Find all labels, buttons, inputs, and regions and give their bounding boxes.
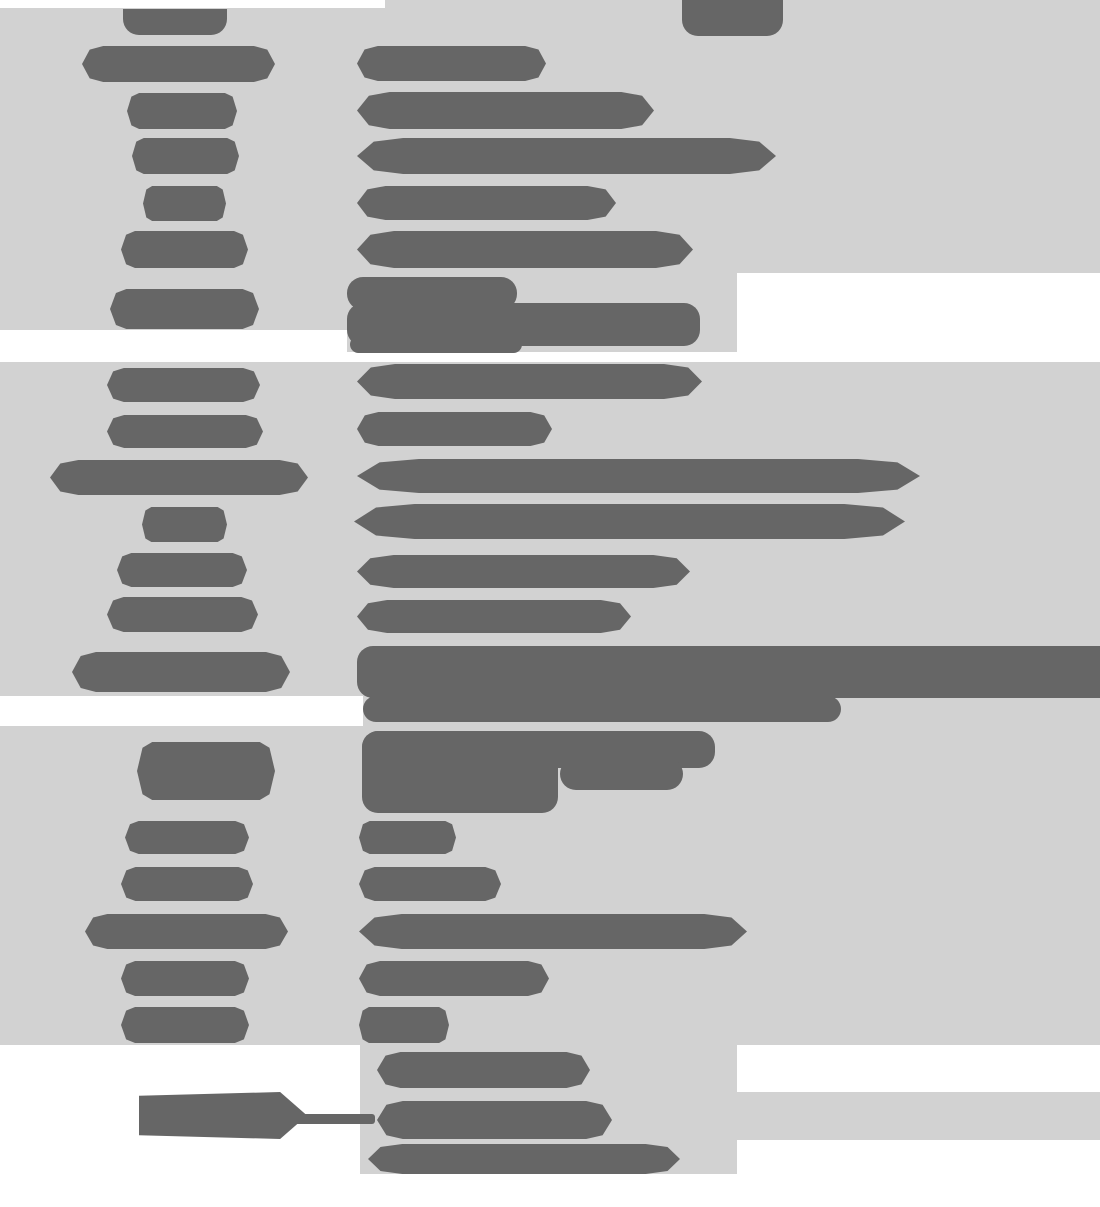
section-3-row-1-redacted-value-3 [560,758,683,790]
section-3-row-4-redacted-label [85,914,288,949]
section-2-row-5-redacted-label [117,553,247,587]
section-1-row-4-redacted-value-1 [357,138,776,174]
panel-1-part-4 [737,0,1100,273]
section-1-row-7-redacted-label [110,289,259,329]
section-3-row-4-redacted-value-1 [359,914,747,949]
section-2-row-7-redacted-label [72,652,290,692]
section-2-row-2-redacted-label [107,415,263,448]
section-4-row-3-redacted-value-1 [368,1144,680,1174]
section-1-row-6-redacted-value-1 [357,231,693,268]
section-3-row-1-redacted-label [137,742,275,800]
section-1-row-3-redacted-value-1 [357,92,654,129]
section-4-row-2-connector-line [293,1114,375,1124]
section-4-row-2-redacted-value-1 [377,1101,612,1139]
section-2-row-1-redacted-value-1 [357,364,702,399]
section-1-row-7-redacted-value-3 [350,336,522,353]
section-2-row-4-redacted-value-1 [354,504,905,539]
section-3-row-2-redacted-label [125,821,249,854]
section-1-row-3-redacted-label [127,93,237,129]
section-2-row-6-redacted-value-1 [357,600,631,633]
section-3-row-5-redacted-value-1 [359,961,549,996]
section-2-row-6-redacted-label [107,597,258,632]
section-2-row-3-redacted-value-1 [357,459,920,493]
section-4-row-1-redacted-value-1 [377,1052,590,1088]
section-3-row-6-redacted-value-1 [359,1007,449,1043]
section-1-row-5-redacted-value-1 [357,186,616,220]
section-4-row-2-redacted-label [139,1092,307,1139]
section-1-row-4-redacted-label [132,138,239,174]
section-1-row-2-redacted-label [82,46,275,82]
section-3-row-3-redacted-label [121,867,253,901]
section-3-row-5-redacted-label [121,961,249,996]
section-3-row-6-redacted-label [121,1007,249,1043]
section-1-row-5-redacted-label [143,186,226,221]
section-3-row-2-redacted-value-1 [359,821,456,854]
section-2-row-3-redacted-label [50,460,308,495]
section-2-row-7-redacted-value-2 [363,696,841,722]
section-1-row-6-redacted-label [121,231,248,268]
section-1-row-1-redacted-value-1 [682,0,783,36]
section-3-row-3-redacted-value-1 [359,867,501,901]
section-2-row-7-redacted-value-1 [357,646,1100,698]
section-1-row-1-redacted-label [123,9,227,35]
section-1-row-2-redacted-value-1 [357,46,546,81]
bottom-right-strip [737,1092,1100,1140]
section-2-row-4-redacted-label [142,507,227,542]
section-2-row-5-redacted-value-1 [357,555,690,588]
section-2-row-1-redacted-label [107,368,260,402]
section-2-row-2-redacted-value-1 [357,412,552,446]
